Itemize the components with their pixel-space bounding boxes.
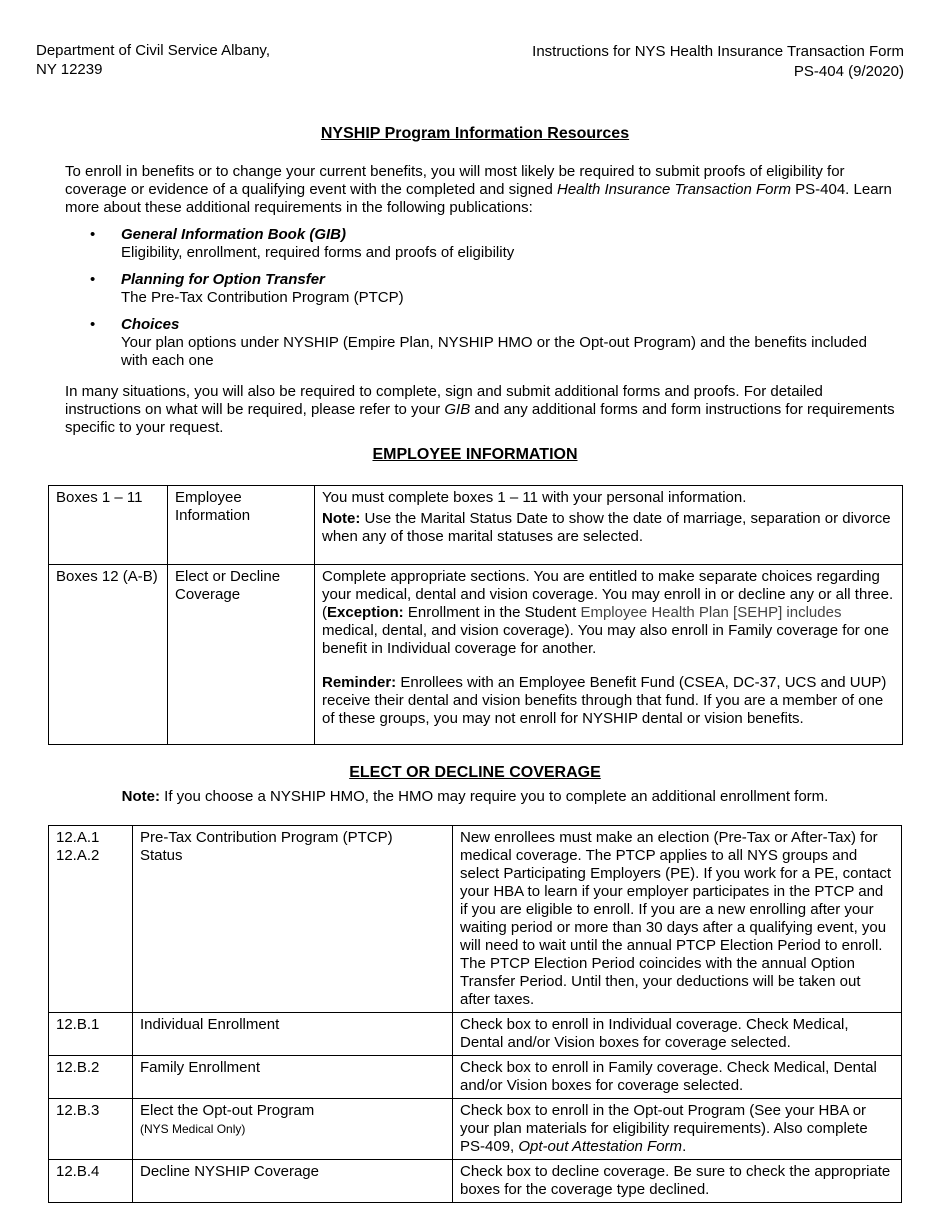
situations-paragraph: In many situations, you will also be required to complete, sign and submit additional forms and proofs. For detailed instructions on what will be required, please refer to your GIB and any additional forms and form instructions for requirements specific to your request. [65,383,895,436]
boxes-cell: Boxes 1 – 11 [49,486,168,565]
form-header [532,42,904,82]
description-cell: Check box to enroll in Family coverage. Check Medical, Dental and/or Vision boxes for coverage selected. [453,1056,902,1099]
employee-info-table [48,485,903,745]
code-cell: 12.B.1 [49,1013,133,1056]
label-cell: Elect or Decline Coverage [168,565,315,745]
boxes-cell: Boxes 12 (A-B) [49,565,168,745]
description-cell: New enrollees must make an election (Pre-Tax or After-Tax) for medical coverage. The PTCP applies to all NYS groups and select Participating Employers (PE). If you work for a PE, contact your HBA to learn if your employer participates in the PTCP and if you are eligible to enroll. If you are a new enrolling after your waiting period or more than 30 days after a qualifying event, you will need to wait until the annual PTCP Election Period to enroll. The PTCP Election Period coincides with the annual Option Transfer Period. Until then, your deductions will be taken out after taxes. [453,826,902,1013]
label-cell: Family Enrollment [133,1056,453,1099]
table-row [49,1056,902,1099]
code-cell: 12.B.4 [49,1160,133,1203]
description-cell: Check box to enroll in the Opt-out Program (See your HBA or your plan materials for eligibility requirements). Also complete PS-409, Opt-out Attestation Form. [453,1099,902,1160]
label-cell: Individual Enrollment [133,1013,453,1056]
form-id: PS-404 (9/2020) [793,63,904,80]
code-cell: 12.B.3 [49,1099,133,1160]
intro-paragraph: To enroll in benefits or to change your current benefits, you will most likely be required to submit proofs of eligibility for coverage or evidence of a qualifying event with the completed and signed Health Insurance Transaction Form PS-404. Learn more about these additional requirements in the following publications: [65,163,892,216]
table-row [49,486,903,565]
description-cell: Complete appropriate sections. You are entitled to make separate choices regarding your medical, dental and vision coverage. You may enroll in or decline any or all three. (Exception: Enrollment in the Student Employee Health Plan [SEHP] includes medical, dental, and vision coverage). You may also enroll in Family coverage for one benefit in Individual coverage for another. Reminder: Enrollees with an Employee Benefit Fund (CSEA, DC-37, UCS and UUP) receive their dental and vision benefits through that fund. If you are a member of one of these groups, you may not enroll for NYSHIP dental or vision benefits. [315,565,903,745]
form-name: Health Insurance Transaction Form [556,181,791,198]
description-cell: You must complete boxes 1 – 11 with your personal information. Note: Use the Marital Status Date to show the date of marriage, separation or divorce when any of those marital statuses are selected. [315,486,903,565]
coverage-table [48,825,902,1203]
table-row [49,1099,902,1160]
description-cell: Check box to enroll in Individual coverage. Check Medical, Dental and/or Vision boxes for coverage selected. [453,1013,902,1056]
label-cell: Pre-Tax Contribution Program (PTCP) Status [133,826,453,1013]
table-row [49,565,903,745]
bullet-icon: • [90,226,96,243]
org-line-1: Department of Civil Service Albany, [36,42,270,59]
table-row [49,1160,902,1203]
table-row [49,1013,902,1056]
coverage-section-title: ELECT OR DECLINE COVERAGE [349,764,601,781]
employee-section-title: EMPLOYEE INFORMATION [372,446,578,463]
description-cell: Check box to decline coverage. Be sure to check the appropriate boxes for the coverage type declined. [453,1160,902,1203]
code-cell: 12.B.2 [49,1056,133,1099]
label-cell: Employee Information [168,486,315,565]
coverage-note: Note: If you choose a NYSHIP HMO, the HMO may require you to complete an additional enrollment form. [121,788,829,805]
publication-list [90,226,870,379]
bullet-icon: • [90,271,96,288]
table-row [49,826,902,1013]
department-address [36,41,296,79]
code-cell: 12.A.1 12.A.2 [49,826,133,1013]
label-cell: Elect the Opt-out Program (NYS Medical Only) [133,1099,453,1160]
form-title: Instructions for NYS Health Insurance Transaction Form [532,43,904,60]
bullet-icon: • [90,316,96,333]
list-item: • General Information Book (GIB) Eligibility, enrollment, required forms and proofs of eligibility [90,226,515,261]
org-line-2: NY 12239 [36,61,103,78]
list-item: • Planning for Option Transfer The Pre-Tax Contribution Program (PTCP) [90,271,404,306]
label-cell: Decline NYSHIP Coverage [133,1160,453,1203]
list-item: • Choices Your plan options under NYSHIP (Empire Plan, NYSHIP HMO or the Opt-out Program) and the benefits included with each one [90,316,867,369]
page-title: NYSHIP Program Information Resources [320,125,630,142]
